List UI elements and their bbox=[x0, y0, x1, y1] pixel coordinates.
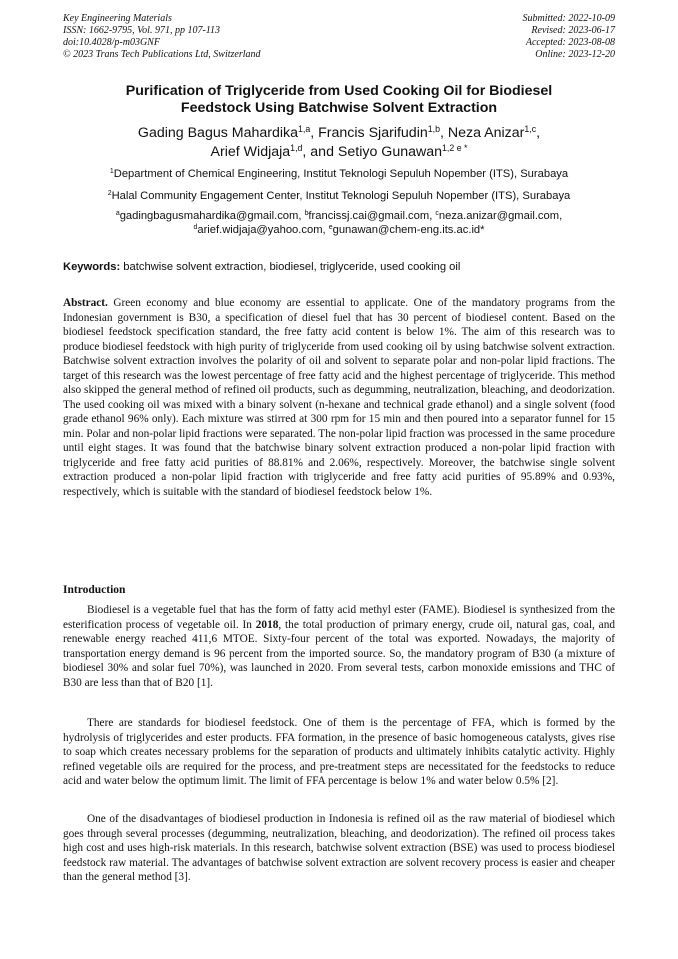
submitted-date: Submitted: 2022-10-09 bbox=[522, 13, 615, 24]
email-line-1 bbox=[63, 210, 615, 224]
paragraph-text: , the total production of primary energy, crude oil, natural gas, coal, and renewable energy reached 411,6 MTOE. Sixty-four percent of the total was exported. Nowadays, the majority of transportation energy demand is 96 percent from the imported source. So, the mandatory program of B30 (a mixture of biodiesel 30% and solar fuel 70%), was launched in 2020. From several tests, carbon monoxide emissions and THC of B30 are less than that of B20 [1]. bbox=[63, 618, 615, 689]
paragraph-text: One of the disadvantages of biodiesel production in Indonesia is refined oil as the raw material of biodiesel which goes through several processes (degumming, neutralization, bleaching, and deodorization). The refined oil process takes high cost and uses high-risk materials. In this research, batchwise solvent extraction (BSE) was used to process biodiesel feedstock raw material. The advantages of batchwise solvent extraction are solvent recovery process is easier and cheaper than the general method [3]. bbox=[63, 813, 615, 883]
introduction-heading: Introduction bbox=[63, 584, 126, 596]
year-bold: 2018 bbox=[255, 618, 279, 631]
copyright: © 2023 Trans Tech Publications Ltd, Switzerland bbox=[63, 49, 261, 60]
paragraph-text: Biodiesel is a vegetable fuel that has the form of fatty acid methyl ester (FAME). Biodiesel is synthesized from the esterification process of vegetable oil. In bbox=[63, 604, 615, 631]
intro-paragraph-2 bbox=[63, 716, 615, 789]
online-date: Online: 2023-12-20 bbox=[535, 49, 615, 60]
issn: ISSN: 1662-9795, Vol. 971, pp 107-113 bbox=[63, 25, 221, 36]
publication-dates bbox=[523, 13, 616, 61]
email: francissj.cai@gmail.com, bbox=[308, 210, 436, 222]
affiliation-2 bbox=[63, 190, 615, 203]
email-mark: c bbox=[435, 210, 439, 218]
accepted-date: Accepted: 2023-08-08 bbox=[525, 37, 615, 48]
author-affil-mark: 1,a bbox=[298, 124, 311, 135]
author-affil-mark: 1,c bbox=[524, 124, 537, 135]
email-mark: b bbox=[304, 210, 309, 218]
author-line-1 bbox=[63, 124, 615, 143]
email: arief.widjaja@yahoo.com, bbox=[197, 223, 329, 236]
email: gunawan@chem-eng.its.ac.id* bbox=[332, 223, 485, 236]
author-line-2 bbox=[63, 143, 615, 162]
revised-date: Revised: 2023-06-17 bbox=[531, 25, 615, 36]
affiliation-mark: 2 bbox=[107, 190, 112, 198]
author-name: Setiyo Gunawan bbox=[337, 144, 443, 160]
paper-title bbox=[63, 83, 615, 117]
title-line-1: Purification of Triglyceride from Used Cooking Oil for Biodiesel bbox=[125, 83, 553, 99]
abstract-text: Green economy and blue economy are essential to applicate. One of the mandatory programs from the Indonesian government is B30, a specification of diesel fuel that has 30 percent of biodiesel content. Based on the biodiesel feedstock specification standard, the free fatty acid content is below 1%. The aim of this research was to produce biodiesel feedstock with high purity of triglyceride from used cooking oil by using batchwise solvent extraction. Batchwise solvent extraction involves the polarity of oil and solvent to separate polar and non-polar lipid fractions. The target of this research was the lowest percentage of free fatty acid and the highest percentage of triglyceride. This method also skipped the general method of refined oil products, such as degumming, neutralization, bleaching, and deodorization. The used cooking oil was mixed with a binary solvent (n-hexane and technical grade ethanol) and a single solvent (food grade ethanol 96% only). Each mixture was stirred at 300 rpm for 15 min and then poured into a separator funnel for 15 min. Polar and non-polar lipid fractions were separated. The non-polar lipid fraction was processed in the same procedure until eight stages. It was found that the batchwise binary solvent extraction produced a non-polar lipid fraction with triglyceride and free fatty acid purities of 88.81% and 2.06%, respectively. Moreover, the batchwise single solvent extraction produced a non-polar lipid fraction with triglyceride and free fatty acid purities of 95.89% and 0.93%, respectively, which is suitable with the standard of biodiesel feedstock below 1%. bbox=[63, 297, 615, 498]
title-line-2: Feedstock Using Batchwise Solvent Extraction bbox=[180, 100, 498, 116]
author-affil-mark: 1,b bbox=[427, 124, 440, 135]
author-name: Neza Anizar bbox=[447, 125, 525, 141]
abstract-label: Abstract. bbox=[63, 297, 108, 309]
affiliation-mark: 1 bbox=[109, 168, 114, 176]
paragraph-text: There are standards for biodiesel feedstock. One of them is the percentage of FFA, which is formed by the hydrolysis of triglycerides and ester products. FFA formation, in the presence of basic homogeneous catalysts, gives rise to soap which creates necessary problems for the separation of products and ultimately inhibits catalytic activity. Highly refined vegetable oils are required for the process, and pre-treatment steps are necessitated for the feedstocks to reduce acid and water below the optimum limit. The limit of FFA percentage is below 1% and water below 0.5% [2]. bbox=[63, 717, 615, 787]
author-list bbox=[63, 124, 615, 162]
author-affil-mark: 1,2 e * bbox=[442, 143, 468, 154]
journal-name: Key Engineering Materials bbox=[63, 13, 172, 24]
abstract bbox=[63, 296, 615, 499]
keywords bbox=[63, 261, 615, 274]
author-separator: , bbox=[536, 125, 541, 141]
affiliation-text: Halal Community Engagement Center, Institut Teknologi Sepuluh Nopember (ITS), Surabaya bbox=[111, 190, 571, 202]
author-separator: , bbox=[439, 125, 448, 141]
author-name: Gading Bagus Mahardika bbox=[137, 125, 299, 141]
keywords-label: Keywords: bbox=[63, 261, 121, 273]
intro-paragraph-3 bbox=[63, 812, 615, 885]
affiliation-1 bbox=[63, 168, 615, 181]
journal-info bbox=[63, 13, 261, 61]
email-mark: d bbox=[193, 223, 198, 231]
affiliation-text: Department of Chemical Engineering, Institut Teknologi Sepuluh Nopember (ITS), Surabaya bbox=[113, 168, 569, 180]
intro-paragraph-1 bbox=[63, 603, 615, 690]
doi: doi:10.4028/p-m03GNF bbox=[63, 37, 160, 48]
keywords-text: batchwise solvent extraction, biodiesel, triglyceride, used cooking oil bbox=[120, 261, 461, 273]
email: neza.anizar@gmail.com, bbox=[438, 210, 563, 222]
email-mark: a bbox=[115, 210, 120, 218]
author-separator: , and bbox=[302, 144, 338, 160]
email-line-2 bbox=[63, 224, 615, 238]
author-name: Arief Widjaja bbox=[210, 144, 291, 160]
author-affil-mark: 1,d bbox=[290, 143, 303, 154]
author-name: Francis Sjarifudin bbox=[318, 125, 428, 141]
email-mark: e bbox=[328, 223, 333, 231]
author-separator: , bbox=[310, 125, 319, 141]
author-emails bbox=[63, 210, 615, 237]
email: gadingbagusmahardika@gmail.com, bbox=[119, 210, 305, 222]
